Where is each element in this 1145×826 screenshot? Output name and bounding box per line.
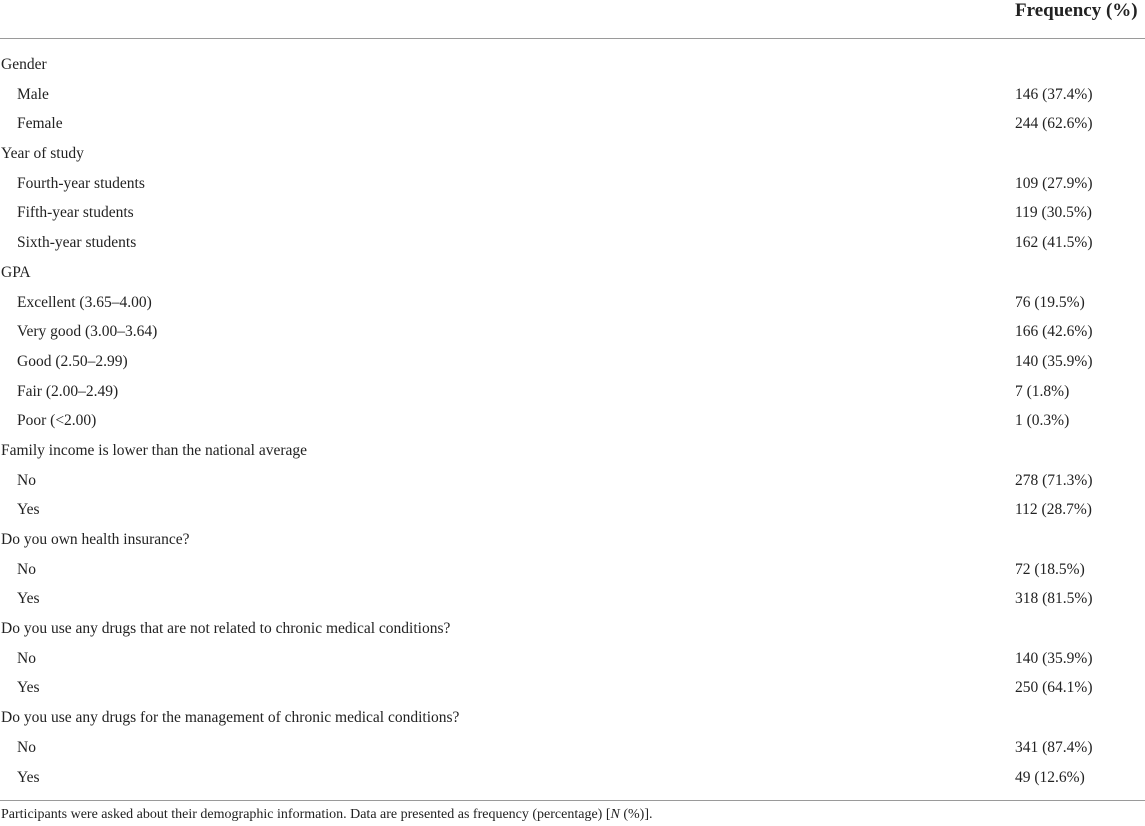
- row-frequency-value: 119 (30.5%): [1015, 204, 1092, 222]
- row-frequency-value: 72 (18.5%): [1015, 560, 1085, 578]
- table-row: [0, 555, 1145, 585]
- table-bottom-rule: [0, 800, 1145, 801]
- table-row: [0, 347, 1145, 377]
- table-group-row: [0, 50, 1145, 80]
- row-label: No: [17, 649, 36, 667]
- table-footnote: [1, 805, 653, 825]
- row-frequency-value: 318 (81.5%): [1015, 590, 1093, 608]
- group-label: Year of study: [1, 145, 84, 163]
- table-row: [0, 228, 1145, 258]
- group-label: Gender: [1, 56, 47, 73]
- row-label: Sixth-year students: [17, 234, 137, 252]
- row-frequency-value: 140 (35.9%): [1015, 649, 1093, 667]
- row-label: Fair (2.00–2.49): [17, 382, 119, 400]
- row-frequency-value: 76 (19.5%): [1015, 293, 1085, 311]
- row-label: Yes: [17, 768, 40, 786]
- footnote-italic-n: N: [610, 807, 620, 822]
- row-label: No: [17, 471, 36, 489]
- footnote-text-after: (%)].: [619, 807, 653, 822]
- footnote-text-before: Participants were asked about their demographic information. Data are presented as frequency (percentage) [: [1, 807, 611, 822]
- row-frequency-value: 166 (42.6%): [1015, 323, 1093, 341]
- row-label: Fifth-year students: [17, 204, 134, 222]
- column-header-frequency: Frequency (%): [1015, 0, 1138, 21]
- row-label: Good (2.50–2.99): [17, 352, 128, 370]
- row-label: Excellent (3.65–4.00): [17, 293, 152, 311]
- row-frequency-value: 109 (27.9%): [1015, 174, 1093, 192]
- table-row: [0, 584, 1145, 614]
- table-group-row: [0, 139, 1145, 169]
- table-row: [0, 377, 1145, 407]
- group-label: Family income is lower than the national average: [1, 441, 308, 459]
- row-frequency-value: 49 (12.6%): [1015, 768, 1085, 786]
- table-row: [0, 169, 1145, 199]
- table-group-row: [0, 258, 1145, 288]
- table-row: [0, 288, 1145, 318]
- row-frequency-value: 112 (28.7%): [1015, 501, 1092, 519]
- table-row: [0, 109, 1145, 139]
- table-group-row: [0, 703, 1145, 733]
- row-label: Yes: [17, 679, 40, 697]
- table-header-row: [0, 0, 1145, 39]
- row-label: No: [17, 560, 36, 578]
- row-frequency-value: 7 (1.8%): [1015, 382, 1070, 400]
- table-row: [0, 466, 1145, 496]
- row-label: Poor (<2.00): [17, 412, 97, 430]
- table-row: [0, 198, 1145, 228]
- row-frequency-value: 250 (64.1%): [1015, 679, 1093, 697]
- row-frequency-value: 244 (62.6%): [1015, 115, 1093, 133]
- table-row: [0, 644, 1145, 674]
- row-frequency-value: 278 (71.3%): [1015, 471, 1093, 489]
- row-label: Male: [17, 85, 49, 103]
- row-label: Fourth-year students: [17, 174, 145, 192]
- row-label: Yes: [17, 590, 40, 608]
- row-label: No: [17, 738, 36, 756]
- group-label: Do you use any drugs that are not related to chronic medical conditions?: [1, 620, 451, 638]
- table-row: [0, 733, 1145, 763]
- table-row: [0, 673, 1145, 703]
- table-group-row: [0, 614, 1145, 644]
- group-label: GPA: [1, 263, 31, 281]
- table-row: [0, 406, 1145, 436]
- table-group-row: [0, 525, 1145, 555]
- row-frequency-value: 1 (0.3%): [1015, 412, 1070, 430]
- row-frequency-value: 162 (41.5%): [1015, 234, 1093, 252]
- row-frequency-value: 146 (37.4%): [1015, 85, 1093, 103]
- group-label: Do you own health insurance?: [1, 531, 190, 548]
- row-label: Very good (3.00–3.64): [17, 323, 158, 341]
- row-label: Female: [17, 115, 63, 133]
- row-frequency-value: 140 (35.9%): [1015, 352, 1093, 370]
- row-label: Yes: [17, 501, 40, 519]
- table-group-row: [0, 436, 1145, 466]
- table-row: [0, 317, 1145, 347]
- table-row: [0, 80, 1145, 110]
- table-body: [0, 39, 1145, 792]
- table-row: [0, 495, 1145, 525]
- row-frequency-value: 341 (87.4%): [1015, 738, 1093, 756]
- group-label: Do you use any drugs for the management of chronic medical conditions?: [1, 709, 460, 727]
- table-row: [0, 763, 1145, 793]
